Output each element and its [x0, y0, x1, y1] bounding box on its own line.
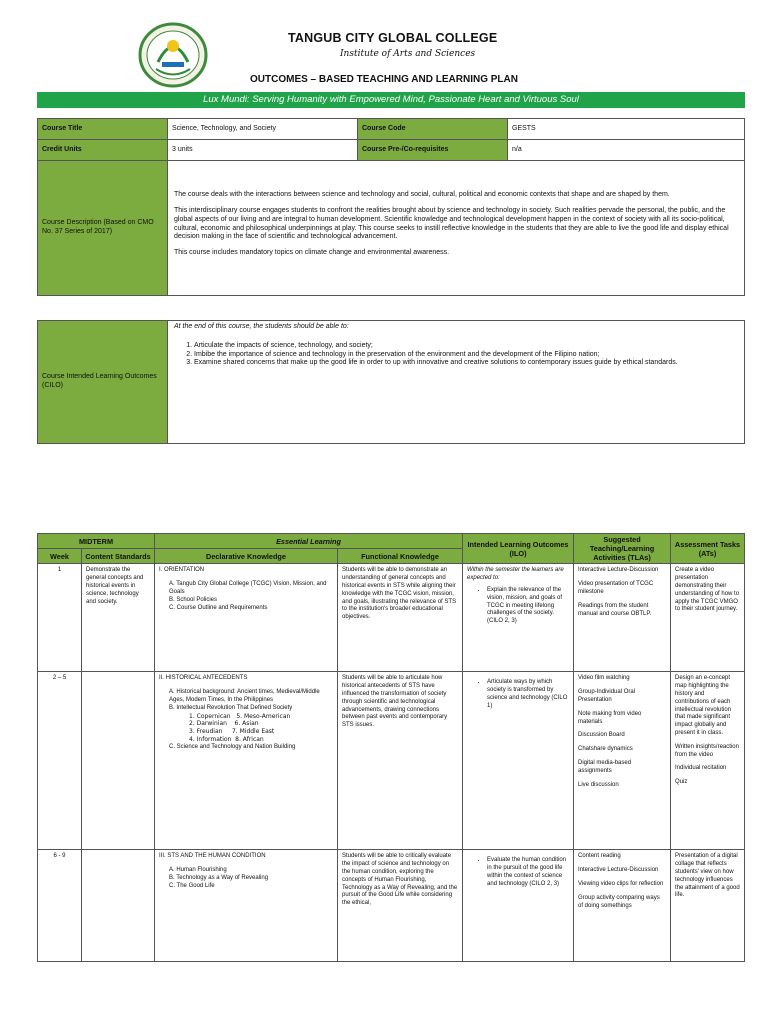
- cilo-label: Course Intended Learning Outcomes (CILO): [42, 373, 157, 389]
- tla-cell: [574, 564, 671, 672]
- tla-item: Chatshare dynamics: [578, 746, 633, 753]
- teaching-plan-table: [37, 533, 745, 962]
- description-paragraph: The course deals with the interactions between science and technology and social, cultural, political and economic contexts that shape and are shaped by them.: [174, 191, 670, 199]
- topic-title: II. HISTORICAL ANTECEDENTS: [159, 675, 248, 682]
- motto-banner: Lux Mundi: Serving Humanity with Empowered Mind, Passionate Heart and Virtuous Soul: [37, 92, 745, 108]
- ilo-header: Intended Learning Outcomes (ILO): [463, 534, 574, 564]
- course-title-value: Science, Technology, and Society: [168, 119, 358, 140]
- topic-item: A. Human Flourishing: [169, 867, 227, 874]
- at-cell: Create a video presentation demonstrating their understanding of how to apply the TCGC VMGO to their student journey.: [671, 564, 745, 672]
- topic-title: III. STS AND THE HUMAN CONDITION: [159, 853, 266, 860]
- tla-item: Note making from video materials: [578, 710, 642, 725]
- course-description: [168, 161, 745, 296]
- cilo-label-cell: [38, 321, 168, 444]
- description-paragraph: This interdisciplinary course engages students to confront the realities brought about by science and technology in society. Such realities pervade the personal, the public, and the global aspects of our living and are integral to human development. Scientific knowledge and technological development happen in the context of society with all its socio-political, cultural, economic and philosophical underpinnings at play. This course seeks to instill reflective knowledge in the students that they are able to live the good life and display ethical decision making in the face of scientific and technological advancement.: [174, 207, 729, 241]
- at-item: Individual recitation: [675, 765, 727, 772]
- prereq-value: n/a: [508, 140, 745, 161]
- functional-cell: Students will be able to articulate how historical antecedents of STS have influenced the transformation of society through scientific and technological advancements, drawing connections between past events and contemporary STS issues.: [338, 672, 463, 850]
- cilo-table: [37, 320, 745, 444]
- revolution-row: 1. Copernican 5. Meso-American: [189, 712, 291, 720]
- course-description-label: [38, 161, 168, 296]
- course-code-value: GESTS: [508, 119, 745, 140]
- ilo-list: [467, 679, 569, 710]
- topic-item: B. Intellectual Revolution That Defined Society: [169, 704, 293, 711]
- cilo-list: [174, 342, 738, 368]
- ilo-item: • Articulate ways by which society is transformed by science and technology (CILO 1): [487, 679, 569, 710]
- tla-item: Interactive Lecture-Discussion: [578, 867, 659, 874]
- at-header: Assessment Tasks (ATs): [671, 534, 745, 564]
- content-cell: [82, 672, 155, 850]
- institute-name: Institute of Arts and Sciences: [340, 49, 476, 59]
- functional-cell: Students will be able to demonstrate an understanding of general concepts and historical events in STS while aligning their knowledge with the TCGC vision, mission, and goals, illustrating the relevance of STS to the institution's broader educational objectives.: [338, 564, 463, 672]
- cilo-item: 3. Examine shared concerns that make up the good life in order to up with innovative and creative solutions to contemporary issues guide by ethical standards.: [194, 359, 738, 368]
- topic-item: C. The Good Life: [169, 882, 215, 889]
- college-name: TANGUB CITY GLOBAL COLLEGE: [288, 31, 498, 45]
- revolution-row: 4. Information 8. African: [189, 735, 264, 743]
- content-cell: Demonstrate the general concepts and historical events in science, technology and society.: [82, 564, 155, 672]
- topic-item: B. School Policies: [169, 596, 218, 603]
- ilo-cell: [463, 850, 574, 962]
- plan-title: OUTCOMES – BASED TEACHING AND LEARNING PLAN: [250, 74, 518, 85]
- content-cell: [82, 850, 155, 962]
- topic-item: C. Course Outline and Requirements: [169, 604, 268, 611]
- cilo-item: 2. Imbibe the importance of science and technology in the preservation of the environment and the development of the Filipino nation;: [194, 351, 738, 360]
- at-item: Written insights/reaction from the video: [675, 743, 739, 758]
- credit-units-label: Credit Units: [38, 140, 168, 161]
- functional-header: Functional Knowledge: [338, 549, 463, 564]
- at-cell: [671, 672, 745, 850]
- declarative-cell: [155, 564, 338, 672]
- cilo-intro: At the end of this course, the students should be able to:: [174, 323, 349, 330]
- ilo-intro: Within the semester the learners are expected to:: [467, 567, 564, 582]
- course-title-label: Course Title: [38, 119, 168, 140]
- tla-item: Viewing video clips for reflection: [578, 880, 664, 887]
- prereq-label: Course Pre-/Co-requisites: [358, 140, 508, 161]
- ilo-cell: [463, 564, 574, 672]
- description-paragraph: This course includes mandatory topics on climate change and environmental awareness.: [174, 249, 450, 256]
- topic-item: A. Historical background: Ancient times, Medieval/Middle Ages, Modern Times, In the Philippines: [169, 689, 320, 703]
- course-info-table: [37, 118, 745, 296]
- tla-item: Group-Individual Oral Presentation: [578, 689, 636, 703]
- tla-item: Discussion Board: [578, 732, 625, 739]
- topic-title: I. ORIENTATION: [159, 567, 205, 574]
- declarative-cell: [155, 672, 338, 850]
- tla-item: Digital media-based assignments: [578, 759, 632, 774]
- ilo-cell: [463, 672, 574, 850]
- topic-item: A. Tangub City Global College (TCGC) Vision, Mission, and Goals: [169, 581, 327, 595]
- table-row: [38, 564, 745, 672]
- revolution-row: 3. Freudian 7. Middle East: [189, 728, 275, 736]
- tla-item: Interactive Lecture-Discussion: [578, 567, 659, 574]
- essential-learning-header: Essential Learning: [155, 534, 463, 549]
- table-row: [38, 672, 745, 850]
- tla-cell: [574, 672, 671, 850]
- tla-item: Video film watching: [578, 675, 630, 682]
- content-standards-header: Content Standards: [82, 549, 155, 564]
- functional-cell: Students will be able to critically evaluate the impact of science and technology on the human condition, exploring the concepts of Human Flourishing, Technology as a Way of Revealing, and the pursuit of the Good Life while considering the ethical,: [338, 850, 463, 962]
- credit-units-value: 3 units: [168, 140, 358, 161]
- course-description-label-text: Course Description (Based on CMO No. 37 Series of 2017): [42, 219, 154, 235]
- ilo-item: • Explain the relevance of the vision, mission, and goals of TCGC in meeting lifelong challenges of the society. (CILO 2, 3): [487, 587, 569, 626]
- ilo-list: [467, 857, 569, 888]
- tla-item: Live discussion: [578, 781, 619, 788]
- revolution-row: 2. Darwinian 6. Asian: [189, 720, 259, 728]
- cilo-content: [168, 321, 745, 444]
- topic-item: B. Technology as a Way of Revealing: [169, 874, 269, 881]
- topic-item: C. Science and Technology and Nation Building: [169, 743, 296, 750]
- week-header: Week: [38, 549, 82, 564]
- tla-header: Suggested Teaching/Learning Activities (TLAs): [574, 534, 671, 564]
- ilo-list: [467, 587, 569, 626]
- table-row: [38, 850, 745, 962]
- at-cell: Presentation of a digital collage that reflects students' view on how technology influences the attainment of a good life.: [671, 850, 745, 962]
- declarative-cell: [155, 850, 338, 962]
- ilo-item: • Evaluate the human condition in the pursuit of the good life within the context of science and technology (CILO 2, 3): [487, 857, 569, 888]
- at-item: Design an e-concept map highlighting the history and contributions of each intellectual revolution that made significant impact globally and present it in class.: [675, 675, 732, 736]
- tla-item: Group activity comparing ways of doing somethings: [578, 894, 660, 909]
- week-cell: 1: [38, 564, 82, 672]
- tla-item: Content reading: [578, 853, 621, 860]
- week-cell: 2 – 5: [38, 672, 82, 850]
- at-item: Quiz: [675, 779, 688, 786]
- tla-item: Video presentation of TCGC milestone: [578, 581, 654, 595]
- course-code-label: Course Code: [358, 119, 508, 140]
- week-cell: 6 - 9: [38, 850, 82, 962]
- tla-item: Readings from the student manual and course OBTLP.: [578, 602, 652, 617]
- cilo-item: 1. Articulate the impacts of science, technology, and society;: [194, 342, 738, 351]
- page-header: [0, 0, 768, 92]
- revolution-list: [159, 713, 333, 744]
- term-header: MIDTERM: [38, 534, 155, 549]
- declarative-header: Declarative Knowledge: [155, 549, 338, 564]
- tla-cell: [574, 850, 671, 962]
